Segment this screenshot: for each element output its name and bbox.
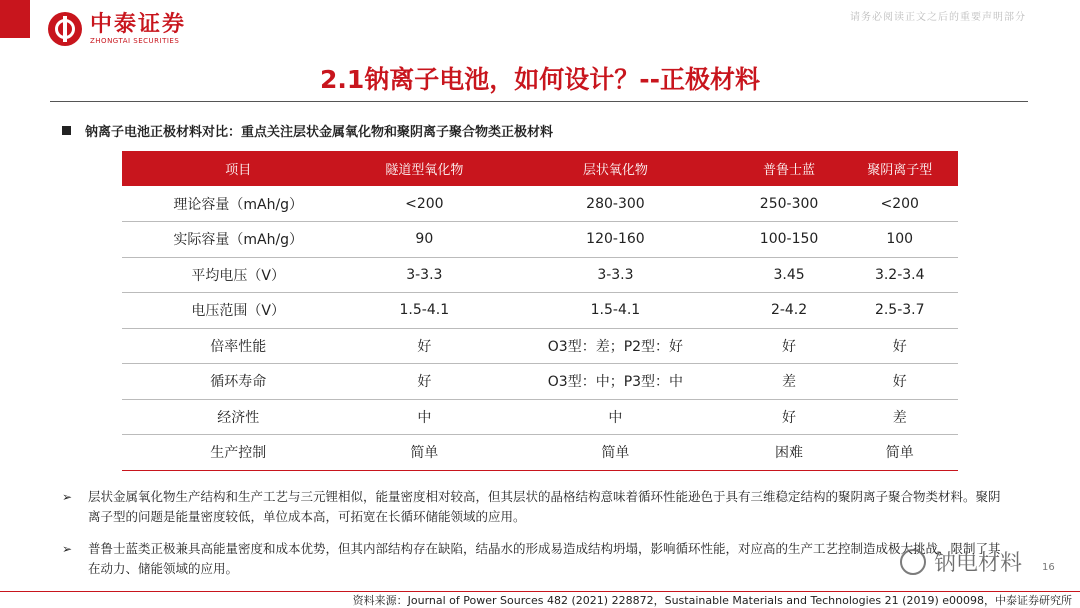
table-row bbox=[122, 435, 958, 471]
source-note: 资料来源：Journal of Power Sources 482 (2021) 228872，Sustainable Materials and Technologies 21 (2019) e00098，中泰证券研究所 bbox=[352, 594, 1072, 607]
table-cell: 简单 bbox=[494, 435, 736, 471]
table-cell: 电压范围（V） bbox=[122, 293, 354, 329]
logo-name-cn: 中泰证券 bbox=[90, 12, 187, 37]
table-cell: 好 bbox=[841, 364, 958, 400]
table-row bbox=[122, 399, 958, 435]
table-row bbox=[122, 186, 958, 222]
note-text: 普鲁士蓝类正极兼具高能量密度和成本优势，但其内部结构存在缺陷，结晶水的形成易造成结构坍塌，影响循环性能，对应高的生产工艺控制造成极大挑战，限制了其在动力、储能领域的应用。 bbox=[88, 541, 1001, 576]
slide-title: 2.1钠离子电池，如何设计？--正极材料 bbox=[319, 65, 761, 94]
table-cell: O3型：中；P3型：中 bbox=[494, 364, 736, 400]
table-cell: 生产控制 bbox=[122, 435, 354, 471]
table-row bbox=[122, 328, 958, 364]
disclaimer: 请务必阅读正文之后的重要声明部分 bbox=[850, 12, 1026, 23]
table-cell: 280-300 bbox=[494, 186, 736, 222]
table-header-cell: 聚阴离子型 bbox=[841, 151, 958, 186]
watermark-text: 钠电材料 bbox=[934, 551, 1023, 576]
header-accent-bar bbox=[0, 0, 30, 38]
table-cell: 简单 bbox=[841, 435, 958, 471]
table-cell: 1.5-4.1 bbox=[494, 293, 736, 329]
table-header-row bbox=[122, 151, 958, 186]
table-cell: 3.45 bbox=[737, 257, 842, 293]
table-row bbox=[122, 293, 958, 329]
table-cell: 好 bbox=[354, 364, 494, 400]
table-cell: 实际容量（mAh/g） bbox=[122, 222, 354, 258]
wechat-icon bbox=[900, 549, 926, 575]
table-header-cell: 普鲁士蓝 bbox=[737, 151, 842, 186]
page-number: 16 bbox=[1042, 562, 1055, 573]
table-cell: <200 bbox=[354, 186, 494, 222]
table-cell: 好 bbox=[737, 328, 842, 364]
table-cell: 100 bbox=[841, 222, 958, 258]
list-item bbox=[62, 487, 1002, 527]
table-cell: 差 bbox=[737, 364, 842, 400]
table-cell: 100-150 bbox=[737, 222, 842, 258]
table-row bbox=[122, 364, 958, 400]
arrow-bullet-icon: ➢ bbox=[62, 490, 73, 504]
note-text: 层状金属氧化物生产结构和生产工艺与三元锂相似，能量密度相对较高，但其层状的晶格结构意味着循环性能逊色于具有三维稳定结构的聚阴离子聚合物类材料。聚阴离子型的问题是能量密度较低，单位成本高，可拓宽在长循环储能领域的应用。 bbox=[88, 489, 1001, 524]
table-cell: 好 bbox=[354, 328, 494, 364]
table-cell: 简单 bbox=[354, 435, 494, 471]
table-cell: 120-160 bbox=[494, 222, 736, 258]
table-cell: <200 bbox=[841, 186, 958, 222]
table-cell: 差 bbox=[841, 399, 958, 435]
table-cell: 中 bbox=[494, 399, 736, 435]
table-cell: 中 bbox=[354, 399, 494, 435]
company-logo bbox=[48, 12, 186, 46]
title-divider bbox=[50, 101, 1028, 102]
table-cell: 3.2-3.4 bbox=[841, 257, 958, 293]
table-cell: 经济性 bbox=[122, 399, 354, 435]
logo-mark-icon bbox=[48, 12, 82, 46]
table-cell: 平均电压（V） bbox=[122, 257, 354, 293]
table-cell: 2-4.2 bbox=[737, 293, 842, 329]
table-cell: 好 bbox=[841, 328, 958, 364]
table-cell: 困难 bbox=[737, 435, 842, 471]
watermark bbox=[900, 546, 1022, 577]
arrow-bullet-icon: ➢ bbox=[62, 542, 73, 556]
table-row bbox=[122, 257, 958, 293]
table-cell: 3-3.3 bbox=[354, 257, 494, 293]
table-cell: 2.5-3.7 bbox=[841, 293, 958, 329]
table-header-cell: 层状氧化物 bbox=[494, 151, 736, 186]
section-heading-text: 钠离子电池正极材料对比：重点关注层状金属氧化物和聚阴离子聚合物类正极材料 bbox=[85, 125, 554, 140]
notes-list bbox=[62, 487, 1002, 591]
table-cell: 3-3.3 bbox=[494, 257, 736, 293]
table-cell: 90 bbox=[354, 222, 494, 258]
table-cell: 循环寿命 bbox=[122, 364, 354, 400]
square-bullet-icon bbox=[62, 126, 71, 135]
table-cell: 1.5-4.1 bbox=[354, 293, 494, 329]
table-cell: 250-300 bbox=[737, 186, 842, 222]
logo-name-en: ZHONGTAI SECURITIES bbox=[90, 37, 180, 45]
table-header-cell: 隧道型氧化物 bbox=[354, 151, 494, 186]
table-header-cell: 项目 bbox=[122, 151, 354, 186]
comparison-table bbox=[122, 151, 958, 471]
table-row bbox=[122, 222, 958, 258]
table-cell: 理论容量（mAh/g） bbox=[122, 186, 354, 222]
list-item bbox=[62, 539, 1002, 579]
table-cell: 好 bbox=[737, 399, 842, 435]
section-heading bbox=[62, 121, 553, 140]
table-cell: O3型：差；P2型：好 bbox=[494, 328, 736, 364]
table-cell: 倍率性能 bbox=[122, 328, 354, 364]
